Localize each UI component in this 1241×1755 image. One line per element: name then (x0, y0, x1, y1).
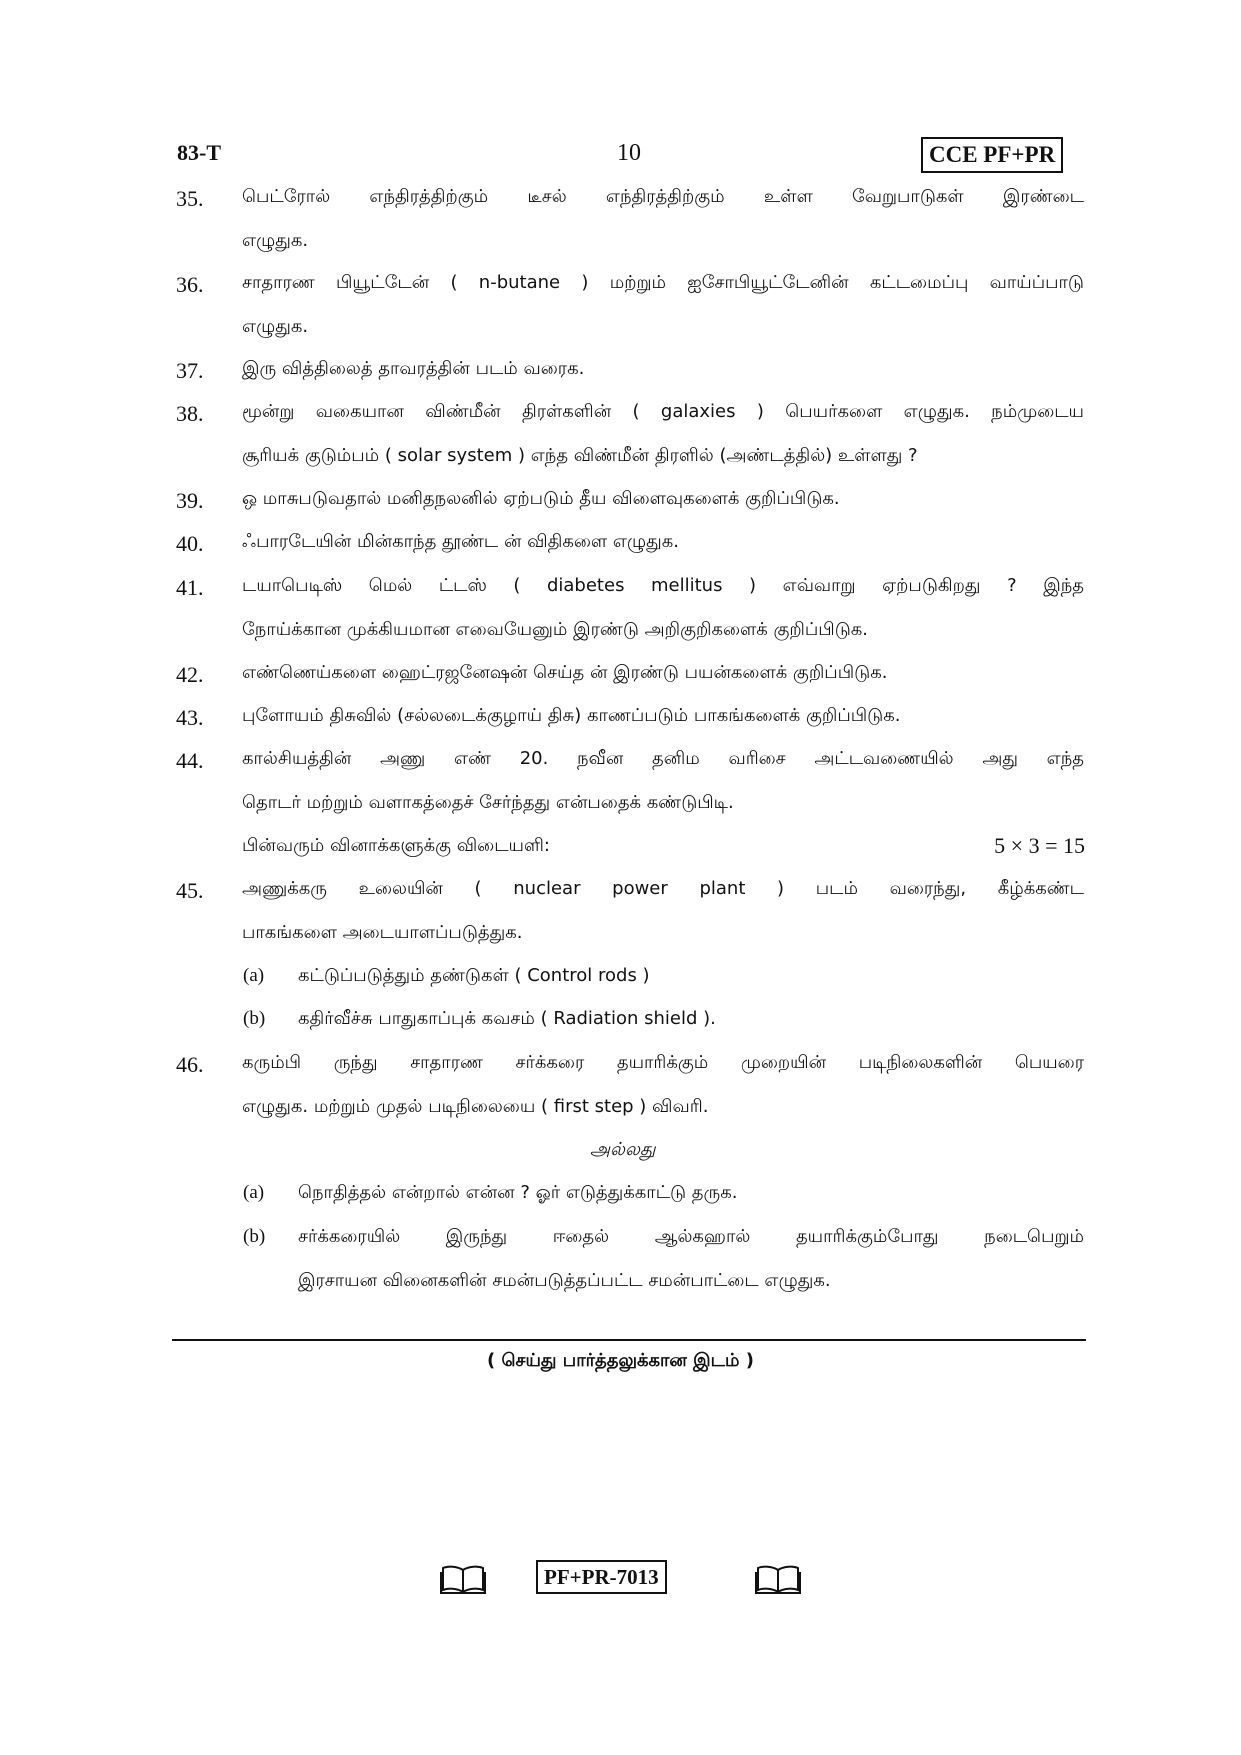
question-text: ஃபாரடேயின் மின்காந்த தூண்ட ன் விதிகளை எழுதுக. (242, 531, 680, 552)
footer (0, 1560, 1241, 1600)
open-book-icon (755, 1564, 801, 1594)
paper-code: 83-T (177, 140, 221, 165)
question-number: 36. (176, 272, 204, 297)
divider-line (172, 1339, 1086, 1341)
question-text: எழுதுக. மற்றும் முதல் படிநிலையை ( first step ) விவரி. (242, 1096, 709, 1117)
sub-question-text: நொதித்தல் என்றால் என்ன ? ஓர் எடுத்துக்காட்டு தருக. (298, 1182, 738, 1203)
question-number: 44. (176, 748, 204, 773)
sub-question-label: (b) (243, 1226, 266, 1247)
open-book-icon (440, 1564, 486, 1594)
sub-question-label: (b) (243, 1008, 266, 1029)
question-text: தொடர் மற்றும் வளாகத்தைச் சேர்ந்தது என்பதைக் கண்டுபிடி. (242, 792, 734, 813)
question-number: 39. (176, 488, 204, 513)
question-number: 41. (176, 575, 204, 600)
rough-work-label: ( செய்து பார்த்தலுக்கான இடம் ) (487, 1350, 754, 1371)
sub-question-text: சர்க்கரையில் இருந்து ஈதைல் ஆல்கஹால் தயாரிக்கும்போது நடைபெறும் (298, 1226, 1084, 1247)
question-text: ஒ மாசுபடுவதால் மனிதநலனில் ஏற்படும் தீய விளைவுகளைக் குறிப்பிடுக. (242, 488, 840, 509)
question-text: டயாபெடிஸ் மெல் ட்டஸ் ( diabetes mellitus ) எவ்வாறு ஏற்படுகிறது ? இந்த (242, 575, 1084, 596)
question-number: 46. (176, 1052, 204, 1077)
question-text: புளோயம் திசுவில் (சல்லடைக்குழாய் திசு) காணப்படும் பாகங்களைக் குறிப்பிடுக. (242, 705, 901, 726)
question-text: கால்சியத்தின் அணு எண் 20. நவீன தனிம வரிசை அட்டவணையில் அது எந்த (242, 748, 1084, 769)
question-number: 40. (176, 531, 204, 556)
question-text: பாகங்களை அடையாளப்படுத்துக. (242, 922, 523, 943)
sub-question-text: கதிர்வீச்சு பாதுகாப்புக் கவசம் ( Radiation shield ). (298, 1008, 716, 1029)
question-text: சாதாரண பியூட்டேன் ( n-butane ) மற்றும் ஐசோபியூட்டேனின் கட்டமைப்பு வாய்ப்பாடு (242, 272, 1084, 293)
question-text: இரு வித்திலைத் தாவரத்தின் படம் வரைக. (242, 358, 585, 379)
footer-code-box: PF+PR-7013 (536, 1560, 667, 1594)
sub-question-label: (a) (243, 965, 265, 986)
question-number: 45. (176, 878, 204, 903)
question-number: 37. (176, 358, 204, 383)
question-text: அணுக்கரு உலையின் ( nuclear power plant ) படம் வரைந்து, கீழ்க்கண்ட (242, 878, 1084, 899)
question-text: சூரியக் குடும்பம் ( solar system ) எந்த விண்மீன் திரளில் (அண்டத்தில்) உள்ளது ? (242, 445, 918, 466)
section-instruction: பின்வரும் வினாக்களுக்கு விடையளி: (242, 835, 550, 856)
question-text: எழுதுக. (242, 316, 309, 337)
sub-question-text: இரசாயன வினைகளின் சமன்படுத்தப்பட்ட சமன்பாட்டை எழுதுக. (298, 1270, 831, 1291)
question-text: கரும்பி ருந்து சாதாரண சர்க்கரை தயாரிக்கும் முறையின் படிநிலைகளின் பெயரை (242, 1052, 1084, 1073)
paper-code-box: CCE PF+PR (921, 137, 1063, 173)
sub-question-label: (a) (243, 1182, 265, 1203)
question-text: மூன்று வகையான விண்மீன் திரள்களின் ( galaxies ) பெயர்களை எழுதுக. நம்முடைய (242, 401, 1084, 422)
question-number: 35. (176, 186, 204, 211)
section-marks: 5 × 3 = 15 (994, 833, 1085, 858)
or-separator: அல்லது (590, 1139, 656, 1160)
question-text: பெட்ரோல் எந்திரத்திற்கும் டீசல் எந்திரத்திற்கும் உள்ள வேறுபாடுகள் இரண்டை (242, 186, 1084, 207)
page-number: 10 (617, 140, 641, 166)
question-text: எண்ணெய்களை ஹைட்ரஜனேஷன் செய்த ன் இரண்டு பயன்களைக் குறிப்பிடுக. (242, 662, 888, 683)
question-text: நோய்க்கான முக்கியமான எவையேனும் இரண்டு அறிகுறிகளைக் குறிப்பிடுக. (242, 619, 869, 640)
sub-question-text: கட்டுப்படுத்தும் தண்டுகள் ( Control rods ) (298, 965, 650, 986)
question-number: 38. (176, 401, 204, 426)
question-text: எழுதுக. (242, 230, 309, 251)
question-number: 43. (176, 705, 204, 730)
question-number: 42. (176, 662, 204, 687)
